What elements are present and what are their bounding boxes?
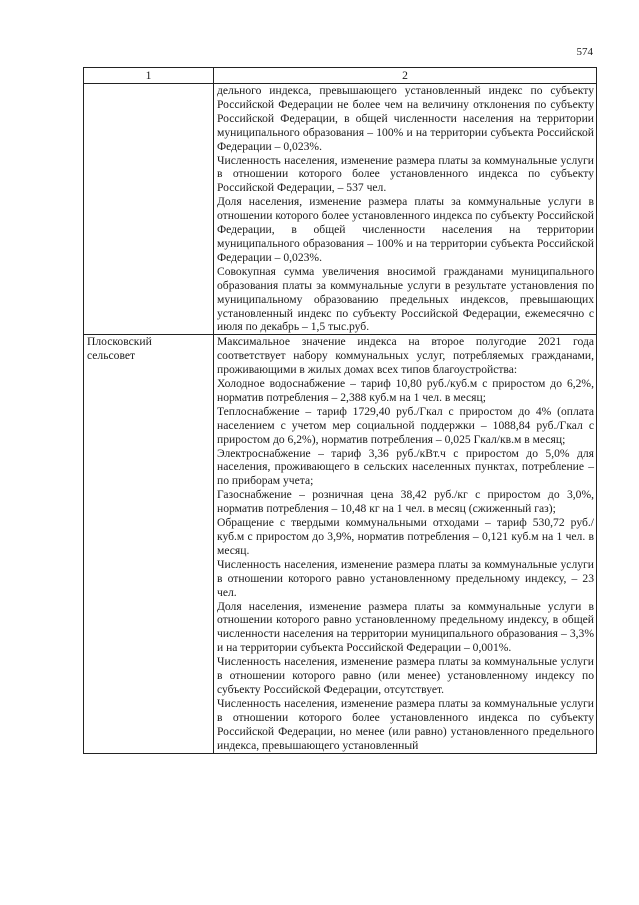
page-number: 574	[576, 46, 593, 58]
paragraph: Численность населения, изменение размера платы за коммунальные услуги в отношении которого равно установленному предельному индексу, – 23 чел.	[217, 557, 594, 599]
paragraph: Доля населения, изменение размера платы за коммунальные услуги в отношении которого равно установленному предельному индексу, в общей численности населения на территории муниципального образования – 3,3% и на территории субъекта Российской Федерации – 0,001%.	[217, 599, 594, 655]
paragraph: дельного индекса, превышающего установленный индекс по субъекту Российской Федерации не более чем на величину отклонения по субъекту Российской Федерации, в общей численности населения на территории муниципального образования – 100% и на территории субъекта Российской Федерации – 0,023%.	[217, 84, 594, 153]
paragraph: Численность населения, изменение размера платы за коммунальные услуги в отношении которого равно (или менее) установленному индексу по субъекту Российской Федерации, отсутствует.	[217, 655, 594, 696]
paragraph: Холодное водоснабжение – тариф 10,80 руб./куб.м с приростом до 6,2%, норматив потребления – 2,388 куб.м на 1 чел. в месяц;	[217, 377, 594, 404]
region-name-line2: сельсовет	[87, 349, 136, 363]
paragraph: Электроснабжение – тариф 3,36 руб./кВт.ч с приростом до 5,0% для населения, проживающего в сельских населенных пунктах, потребление – по приборам учета;	[217, 446, 594, 488]
paragraph: Максимальное значение индекса на второе полугодие 2021 года соответствует набору коммунальных услуг, потребляемых гражданами, проживающими в жилых домах всех типов благоустройства:	[217, 335, 594, 377]
region-name-line1: Плосковский	[87, 335, 152, 349]
paragraph: Численность населения, изменение размера платы за коммунальные услуги в отношении которого более установленного индекса по субъекту Российской Федерации, – 537 чел.	[217, 153, 594, 195]
paragraph: Обращение с твердыми коммунальными отходами – тариф 530,72 руб./куб.м с приростом до 3,9%, норматив потребления – 0,121 куб.м на 1 чел. в месяц.	[217, 516, 594, 557]
row2-description-cell	[214, 335, 597, 753]
paragraph: Совокупная сумма увеличения вносимой гражданами муниципального образования платы за коммунальные услуги в результате установления по муниципальному образованию предельных индексов, превышающих установленный индекс по субъекту Российской Федерации, ежемесячно с июля по декабрь – 1,5 тыс.руб.	[217, 264, 594, 334]
paragraph: Газоснабжение – розничная цена 38,42 руб./кг с приростом до 3,0%, норматив потребления – 10,48 кг на 1 чел. в месяц (сжиженный газ);	[217, 488, 594, 516]
header-col-2: 2	[214, 68, 597, 84]
paragraph: Доля населения, изменение размера платы за коммунальные услуги в отношении которого более установленного индекса по субъекту Российской Федерации, в общей численности населения на территории муниципального образования – 100% и на территории субъекта Российской Федерации – 0,023%.	[217, 195, 594, 264]
data-table	[83, 67, 597, 754]
table-row	[84, 335, 597, 753]
header-col-1: 1	[84, 68, 214, 84]
paragraph: Численность населения, изменение размера платы за коммунальные услуги в отношении которого более установленного индекса по субъекту Российской Федерации, но менее (или равно) установленного предельного индекса, превышающего установленный	[217, 696, 594, 752]
paragraph: Теплоснабжение – тариф 1729,40 руб./Гкал с приростом до 4% (оплата населением с учетом мер социальной поддержки – 1088,84 руб./Гкал с приростом до 6,2%), норматив потребления – 0,025 Гкал/кв.м в месяц;	[217, 404, 594, 446]
row1-region-cell	[84, 84, 214, 335]
row1-description-cell	[214, 84, 597, 335]
row2-region-cell	[84, 335, 214, 753]
table-header-row	[84, 68, 597, 84]
table-row	[84, 84, 597, 335]
